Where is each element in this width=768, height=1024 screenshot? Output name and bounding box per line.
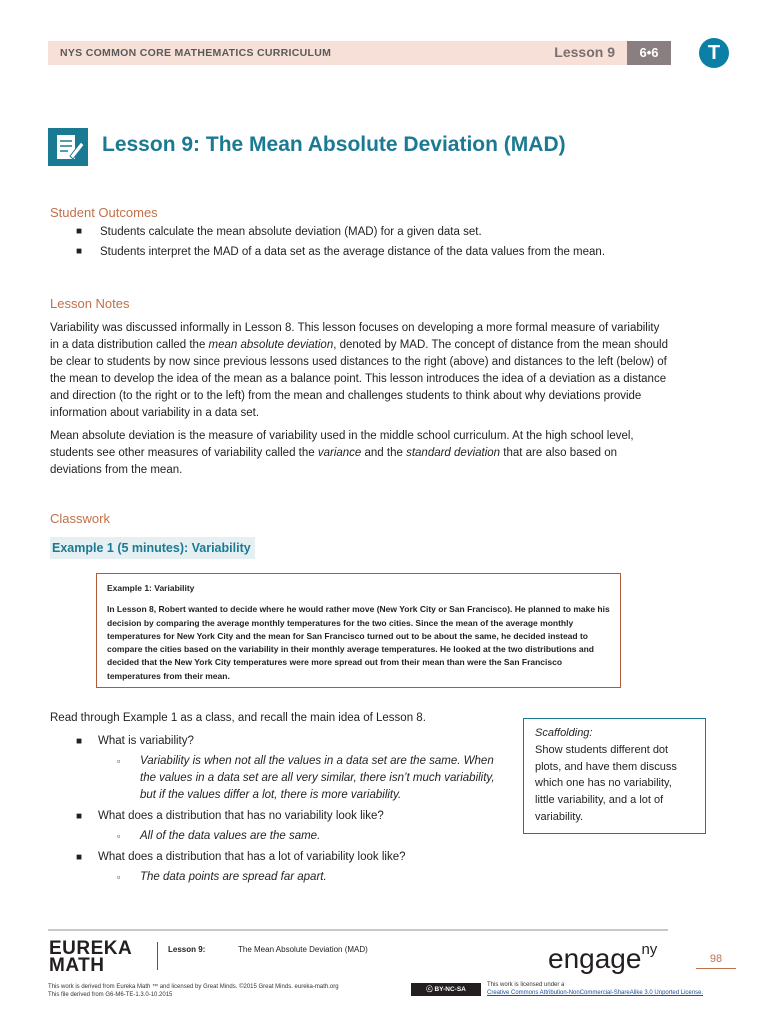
lesson-notes-paragraph-2: Mean absolute deviation is the measure of variability used in the middle school curriculum. At the high school level, students see other measures of variability called the variance and the standard deviation that are also based on deviations from the mean. — [50, 430, 634, 476]
footer-separator — [157, 942, 158, 970]
question-2: ■ What does a distribution that has no variability look like? — [76, 810, 384, 822]
example-heading: Example 1 (5 minutes): Variability — [50, 537, 255, 559]
cc-license-badge: ⓒ BY-NC-SA — [411, 983, 481, 996]
scaffolding-text: Show students different dot plots, and have them discuss which one has no variability, little variability, and a lot of variability. — [535, 743, 677, 823]
header-lesson-number: Lesson 9 — [554, 44, 615, 60]
answer-1: ▫ Variability is when not all the values in a data set are the same. When the values in a data set are all very similar, there isn’t much variability, but if the values differ a lot, there is more variability. — [117, 755, 495, 801]
header-module-number: 6•6 — [627, 41, 671, 65]
outcome-item: ■ Students calculate the mean absolute deviation (MAD) for a given data set. — [76, 226, 482, 238]
lesson-notes-paragraph-1: Variability was discussed informally in Lesson 8. This lesson focuses on developing a more formal measure of variability in a data distribution called the mean absolute deviation, denoted by MAD. The concept of distance from the mean should be clear to students by now since previous lessons used distances to the right (above) and distances to the left (below) of the mean to develop the idea of the mean as a balance point. This lesson introduces the idea of a deviation as a distance and direction (to the right or to the left) from the mean and challenges students to think about why deviations provide information about variability in a data set. — [50, 322, 668, 419]
question-1: ■ What is variability? — [76, 735, 194, 747]
example-box-text: In Lesson 8, Robert wanted to decide where he would rather move (New York City or San Francisco). He planned to make his decision by comparing the average monthly temperatures for the two cities. Since the mean of the average monthly temperatures for New York City and the mean for San Francisco turned out to be about the same, he decided instead to compare the cities based on the variability in their monthly average temperatures. He looked at the two distributions and decided that the New York City temperatures were more spread out from their mean than were the San Francisco temperatures from their mean. — [107, 604, 610, 681]
eureka-math-logo: EUREKA MATH — [49, 938, 133, 976]
running-header — [48, 41, 671, 65]
student-outcomes-heading: Student Outcomes — [50, 205, 158, 220]
footer-lesson-number: Lesson 9: — [168, 945, 206, 954]
file-notice: This file derived from G6-M6-TE-1.3.0-10.2015 — [48, 992, 173, 998]
classwork-heading: Classwork — [50, 511, 110, 526]
derived-notice: This work is derived from Eureka Math ™ and licensed by Great Minds. ©2015 Great Minds. eureka-math.org — [48, 984, 339, 990]
lesson-notes-heading: Lesson Notes — [50, 296, 130, 311]
lesson-title: Lesson 9: The Mean Absolute Deviation (MAD) — [102, 133, 566, 156]
footer-divider — [48, 929, 668, 931]
lesson-notebook-icon — [48, 128, 88, 166]
engageny-logo: engage$^{ny}$ — [548, 941, 658, 974]
page-number: 98 — [696, 953, 736, 969]
answer-3: ▫ The data points are spread far apart. — [117, 871, 327, 883]
example-box — [96, 573, 621, 688]
curriculum-label: NYS COMMON CORE MATHEMATICS CURRICULUM — [60, 47, 332, 59]
license-text: This work is licensed under a Creative Commons Attribution-NonCommercial-ShareAlike 3.0 Unported License. — [487, 982, 704, 996]
scaffolding-title: Scaffolding: — [535, 727, 593, 739]
answer-2: ▫ All of the data values are the same. — [117, 830, 321, 842]
scaffolding-box — [523, 718, 706, 834]
question-3: ■ What does a distribution that has a lot of variability look like? — [76, 851, 406, 863]
license-link[interactable]: Creative Commons Attribution-NonCommercial-ShareAlike 3.0 Unported License. — [487, 990, 704, 996]
read-instruction: Read through Example 1 as a class, and recall the main idea of Lesson 8. — [50, 712, 426, 724]
outcomes-list — [76, 222, 605, 262]
outcome-item: ■ Students interpret the MAD of a data set as the average distance of the data values from the mean. — [76, 246, 606, 258]
footer-lesson-title: The Mean Absolute Deviation (MAD) — [238, 945, 368, 954]
teacher-edition-badge: T — [699, 38, 729, 68]
example-box-title: Example 1: Variability — [107, 583, 195, 593]
